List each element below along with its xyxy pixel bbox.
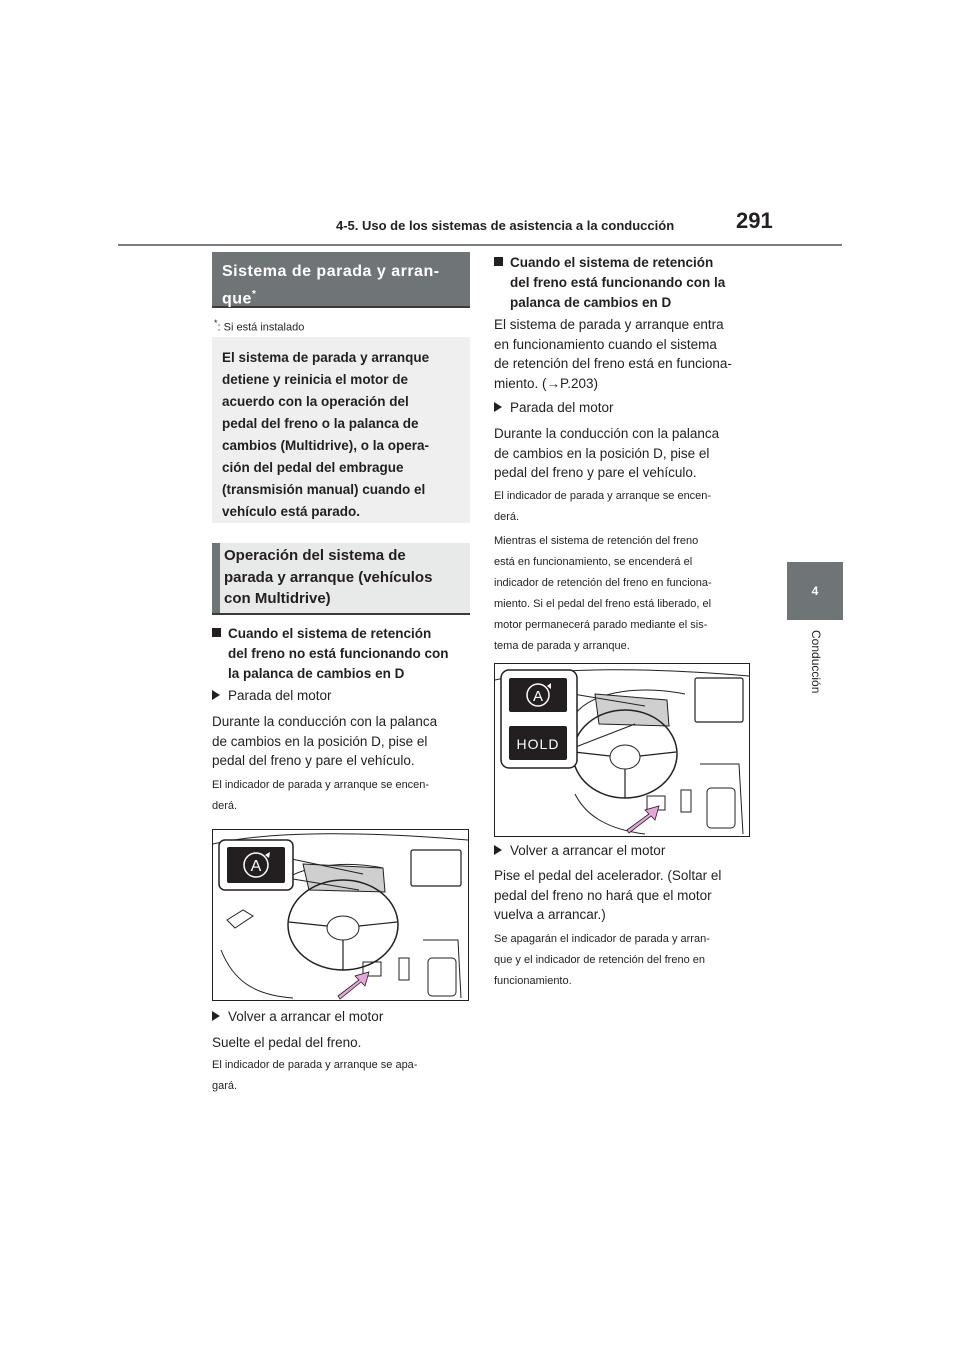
step-engine-restart: Volver a arrancar el motor xyxy=(212,1007,383,1027)
step-engine-stop: Parada del motor xyxy=(212,686,332,706)
chapter-label xyxy=(787,630,843,770)
chapter-number-tab: 4 xyxy=(787,562,843,620)
body-line: Durante la conducción con la palanca xyxy=(212,714,438,729)
step-body: Suelte el pedal del freno. xyxy=(212,1035,362,1050)
press-arrow-icon xyxy=(338,972,369,999)
header-divider xyxy=(118,244,842,246)
subheading-line: del freno no está funcionando con xyxy=(228,646,449,661)
hold-indicator-text: HOLD xyxy=(516,736,560,752)
subheading-line: la palanca de cambios en D xyxy=(228,666,405,681)
intro-line: vehículo está parado. xyxy=(222,504,361,519)
square-bullet-icon xyxy=(212,628,221,637)
intro-summary-box xyxy=(212,337,470,523)
body-line: pedal del freno y pare el vehículo. xyxy=(494,465,697,480)
footnote-text: : Si está instalado xyxy=(217,321,305,334)
note-line: está en funcionamiento, se encenderá el xyxy=(494,556,693,568)
step-note-hold xyxy=(494,531,756,657)
triangle-bullet-icon xyxy=(212,1011,220,1021)
section-title-accent-bar xyxy=(212,543,220,613)
body-line: pedal del freno y pare el vehículo. xyxy=(212,753,415,768)
subheading-line: palanca de cambios en D xyxy=(510,295,672,310)
section-title-line-2: que* xyxy=(222,289,257,308)
step-engine-stop: Parada del motor xyxy=(494,398,614,418)
intro-line: (transmisión manual) cuando el xyxy=(222,482,426,497)
step-body xyxy=(494,866,756,925)
subsection-body xyxy=(494,315,756,393)
subheading-line: Cuando el sistema de retención xyxy=(212,624,474,644)
note-line: derá. xyxy=(494,511,520,523)
step-note xyxy=(212,1055,474,1097)
press-arrow-icon xyxy=(627,806,659,833)
section-title-operation xyxy=(212,543,470,615)
note-line: gará. xyxy=(212,1080,238,1092)
page-number: 291 xyxy=(736,208,773,233)
body-line: de retención del freno está en funciona- xyxy=(494,356,732,371)
subheading-hold-off xyxy=(212,624,474,684)
subheading-hold-on xyxy=(494,253,756,313)
note-line: que y el indicador de retención del freno en xyxy=(494,954,705,966)
note-line: tema de parada y arranque. xyxy=(494,640,630,652)
note-line: El indicador de parada y arranque se apa- xyxy=(212,1059,418,1071)
step-body xyxy=(212,712,474,771)
step-note xyxy=(494,929,756,992)
center-display-icon xyxy=(695,678,743,722)
square-bullet-icon xyxy=(494,257,503,266)
section-title-line: parada y arranque (vehículos xyxy=(224,568,433,586)
note-line: indicador de retención del freno en funciona- xyxy=(494,577,712,589)
figure-dashboard-hold xyxy=(494,663,750,837)
intro-line: cambios (Multidrive), o la opera- xyxy=(222,438,430,453)
body-line: de cambios en la posición D, pise el xyxy=(494,445,710,461)
subheading-line: del freno está funcionando con la xyxy=(510,275,726,290)
step-engine-restart: Volver a arrancar el motor xyxy=(494,841,665,861)
triangle-bullet-icon xyxy=(494,402,502,412)
triangle-bullet-icon xyxy=(494,845,502,855)
footnote xyxy=(214,318,304,334)
intro-line: pedal del freno o la palanca de xyxy=(222,416,419,431)
note-line: Se apagarán el indicador de parada y arran- xyxy=(494,933,710,945)
section-title-line: con Multidrive) xyxy=(224,590,331,607)
section-title-line: Operación del sistema de xyxy=(224,547,406,564)
triangle-bullet-icon xyxy=(212,690,220,700)
step-body xyxy=(494,424,756,483)
body-line: Durante la conducción con la palanca xyxy=(494,426,720,441)
body-line-page-ref[interactable]: miento. (→P.203) xyxy=(494,375,599,391)
section-header-title: 4-5. Uso de los sistemas de asistencia a la conducción xyxy=(336,218,675,233)
body-line: El sistema de parada y arranque entra xyxy=(494,317,724,332)
dashboard-illustration xyxy=(213,830,468,1000)
intro-line: El sistema de parada y arranque xyxy=(222,350,430,365)
section-title-line-1: Sistema de parada y arran- xyxy=(222,263,440,280)
intro-line: detiene y reinicia el motor de xyxy=(222,372,409,387)
body-line: en funcionamiento cuando el sistema xyxy=(494,336,717,352)
chapter-label-text: Conducción xyxy=(809,630,823,694)
note-line: El indicador de parada y arranque se encen- xyxy=(494,490,712,502)
dashboard-illustration xyxy=(495,664,749,836)
body-line: vuelva a arrancar.) xyxy=(494,907,606,922)
note-line: El indicador de parada y arranque se encen- xyxy=(212,779,430,791)
step-note xyxy=(212,775,474,817)
body-line: pedal del freno no hará que el motor xyxy=(494,887,712,903)
body-line: de cambios en la posición D, pise el xyxy=(212,733,428,749)
note-line: Mientras el sistema de retención del freno xyxy=(494,535,699,547)
note-line: derá. xyxy=(212,800,238,812)
body-line: Pise el pedal del acelerador. (Soltar el xyxy=(494,868,722,883)
intro-line: acuerdo con la operación del xyxy=(222,394,409,409)
subheading-line: Cuando el sistema de retención xyxy=(494,253,756,273)
indicator-letter: A xyxy=(532,688,544,705)
note-line: motor permanecerá parado mediante el sis- xyxy=(494,619,708,631)
intro-line: ción del pedal del embrague xyxy=(222,460,404,475)
figure-dashboard-stop-start xyxy=(212,829,469,1001)
note-line: funcionamiento. xyxy=(494,975,572,987)
note-line: miento. Si el pedal del freno está liberado, el xyxy=(494,598,712,610)
footnote-mark: * xyxy=(214,318,218,328)
step-note xyxy=(494,486,756,528)
indicator-letter: A xyxy=(250,858,262,875)
section-title-stop-start xyxy=(212,252,470,308)
center-display-icon xyxy=(411,850,461,886)
